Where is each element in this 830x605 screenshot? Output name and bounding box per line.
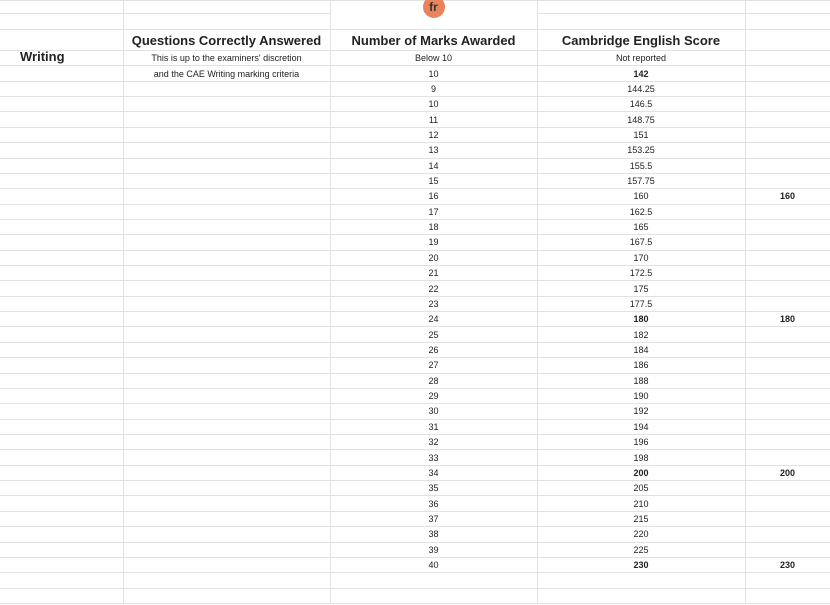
marks-cell[interactable]: 12 — [330, 127, 537, 142]
logo-icon: fr — [423, 0, 445, 18]
marks-cell[interactable]: 39 — [330, 542, 537, 557]
score-cell[interactable]: 215 — [537, 511, 745, 526]
band-cell[interactable] — [745, 496, 830, 511]
cell[interactable] — [0, 312, 123, 327]
score-cell[interactable]: 184 — [537, 342, 745, 357]
cell[interactable] — [123, 143, 330, 158]
band-cell[interactable] — [745, 219, 830, 234]
score-cell[interactable]: 167.5 — [537, 235, 745, 250]
cell[interactable] — [0, 127, 123, 142]
band-cell[interactable]: 160 — [745, 189, 830, 204]
band-cell[interactable] — [745, 158, 830, 173]
cell[interactable] — [123, 158, 330, 173]
marks-cell[interactable]: 19 — [330, 235, 537, 250]
cell[interactable] — [0, 112, 123, 127]
table-row — [0, 419, 830, 434]
score-cell[interactable]: Not reported — [537, 51, 745, 66]
table-row — [0, 143, 830, 158]
cell[interactable] — [123, 189, 330, 204]
band-cell[interactable] — [745, 173, 830, 188]
marks-cell[interactable]: 10 — [330, 97, 537, 112]
table-row — [0, 51, 830, 66]
band-cell[interactable] — [745, 66, 830, 81]
cell[interactable] — [0, 235, 123, 250]
table-row — [0, 312, 830, 327]
marks-cell[interactable]: 26 — [330, 342, 537, 357]
score-cell[interactable]: 198 — [537, 450, 745, 465]
table-row — [0, 342, 830, 357]
marks-cell[interactable]: 28 — [330, 373, 537, 388]
cell[interactable] — [123, 327, 330, 342]
cell[interactable] — [0, 66, 123, 81]
marks-cell[interactable]: 18 — [330, 219, 537, 234]
marks-cell[interactable]: 24 — [330, 312, 537, 327]
table-row — [0, 235, 830, 250]
cell[interactable] — [0, 481, 123, 496]
cell[interactable] — [123, 204, 330, 219]
marks-cell[interactable]: 16 — [330, 189, 537, 204]
cell[interactable] — [123, 465, 330, 480]
cell[interactable] — [123, 573, 330, 588]
band-cell[interactable] — [745, 235, 830, 250]
cell[interactable] — [123, 542, 330, 557]
score-cell[interactable]: 155.5 — [537, 158, 745, 173]
marks-cell[interactable]: 38 — [330, 527, 537, 542]
cell[interactable] — [123, 358, 330, 373]
cell[interactable] — [123, 250, 330, 265]
band-cell[interactable]: 200 — [745, 465, 830, 480]
marks-cell[interactable]: 14 — [330, 158, 537, 173]
marks-cell[interactable]: 34 — [330, 465, 537, 480]
table-row — [0, 219, 830, 234]
cell[interactable] — [0, 30, 123, 51]
cell[interactable] — [123, 127, 330, 142]
table-row — [0, 112, 830, 127]
cell[interactable] — [0, 557, 123, 572]
cell[interactable] — [0, 542, 123, 557]
score-cell[interactable]: 157.75 — [537, 173, 745, 188]
table-row — [0, 250, 830, 265]
marks-cell[interactable]: 33 — [330, 450, 537, 465]
cell[interactable] — [123, 496, 330, 511]
marks-cell[interactable]: 32 — [330, 434, 537, 449]
cell[interactable] — [123, 97, 330, 112]
cell[interactable] — [0, 250, 123, 265]
band-cell[interactable]: 180 — [745, 312, 830, 327]
cell[interactable] — [537, 573, 745, 588]
table-row — [0, 465, 830, 480]
cell[interactable] — [123, 404, 330, 419]
cell[interactable] — [0, 527, 123, 542]
band-cell[interactable] — [745, 143, 830, 158]
cell[interactable] — [0, 404, 123, 419]
table-row — [0, 81, 830, 96]
score-cell[interactable]: 177.5 — [537, 296, 745, 311]
table-row — [0, 358, 830, 373]
marks-cell[interactable]: 25 — [330, 327, 537, 342]
cell[interactable] — [0, 434, 123, 449]
band-cell[interactable] — [745, 327, 830, 342]
band-cell[interactable] — [745, 204, 830, 219]
score-cell[interactable]: 144.25 — [537, 81, 745, 96]
marks-cell[interactable]: Below 10 — [330, 51, 537, 66]
score-cell[interactable]: 153.25 — [537, 143, 745, 158]
score-cell[interactable]: 220 — [537, 527, 745, 542]
marks-cell[interactable]: 15 — [330, 173, 537, 188]
cell[interactable] — [0, 588, 123, 603]
cell[interactable] — [123, 219, 330, 234]
cell[interactable] — [537, 14, 745, 30]
band-cell[interactable] — [745, 511, 830, 526]
table-row — [0, 450, 830, 465]
band-cell[interactable] — [745, 342, 830, 357]
cell[interactable] — [123, 557, 330, 572]
score-cell[interactable]: 225 — [537, 542, 745, 557]
marks-cell[interactable]: 29 — [330, 388, 537, 403]
band-cell[interactable] — [745, 481, 830, 496]
score-cell[interactable]: 172.5 — [537, 266, 745, 281]
marks-cell[interactable]: 11 — [330, 112, 537, 127]
score-cell[interactable]: 186 — [537, 358, 745, 373]
cell[interactable] — [0, 373, 123, 388]
score-cell[interactable]: 160 — [537, 189, 745, 204]
table-row — [0, 557, 830, 572]
cell[interactable] — [0, 419, 123, 434]
score-cell[interactable]: 205 — [537, 481, 745, 496]
marks-cell[interactable]: 31 — [330, 419, 537, 434]
band-cell[interactable] — [745, 281, 830, 296]
marks-cell[interactable]: 20 — [330, 250, 537, 265]
band-cell[interactable] — [745, 81, 830, 96]
band-cell[interactable] — [745, 250, 830, 265]
cell[interactable] — [0, 97, 123, 112]
cell[interactable] — [0, 388, 123, 403]
cell[interactable] — [123, 481, 330, 496]
header-marks[interactable]: Number of Marks Awarded — [330, 30, 537, 51]
cell[interactable] — [123, 312, 330, 327]
cell[interactable] — [0, 143, 123, 158]
cell[interactable] — [0, 189, 123, 204]
score-cell[interactable]: 180 — [537, 312, 745, 327]
cell[interactable] — [0, 281, 123, 296]
band-cell[interactable] — [745, 542, 830, 557]
cell[interactable] — [123, 296, 330, 311]
table-row — [0, 511, 830, 526]
cell[interactable] — [0, 14, 123, 30]
table-row — [0, 281, 830, 296]
marks-cell[interactable]: 10 — [330, 66, 537, 81]
score-cell[interactable]: 200 — [537, 465, 745, 480]
cell[interactable] — [745, 14, 830, 30]
table-row — [0, 266, 830, 281]
score-cell[interactable]: 230 — [537, 557, 745, 572]
cell[interactable] — [123, 511, 330, 526]
cell[interactable] — [537, 588, 745, 603]
cell[interactable] — [123, 173, 330, 188]
score-cell[interactable]: 190 — [537, 388, 745, 403]
cell[interactable] — [0, 358, 123, 373]
band-cell[interactable] — [745, 419, 830, 434]
score-cell[interactable]: 194 — [537, 419, 745, 434]
marks-cell[interactable]: 23 — [330, 296, 537, 311]
marks-cell[interactable]: 22 — [330, 281, 537, 296]
cell[interactable] — [0, 158, 123, 173]
band-cell[interactable] — [745, 112, 830, 127]
table-row — [0, 404, 830, 419]
cell[interactable] — [745, 30, 830, 51]
score-cell[interactable]: 210 — [537, 496, 745, 511]
band-cell[interactable]: 230 — [745, 557, 830, 572]
cell[interactable] — [0, 342, 123, 357]
band-cell[interactable] — [745, 388, 830, 403]
marks-cell[interactable]: 36 — [330, 496, 537, 511]
cell[interactable] — [0, 496, 123, 511]
marks-cell[interactable]: 27 — [330, 358, 537, 373]
cell[interactable] — [123, 388, 330, 403]
cell[interactable] — [0, 511, 123, 526]
table-row — [0, 327, 830, 342]
marks-cell[interactable]: 40 — [330, 557, 537, 572]
cell[interactable] — [330, 1, 537, 30]
cell[interactable] — [123, 281, 330, 296]
header-score[interactable]: Cambridge English Score — [537, 30, 745, 51]
score-cell[interactable]: 170 — [537, 250, 745, 265]
cell[interactable] — [123, 434, 330, 449]
table-row — [0, 189, 830, 204]
cell[interactable] — [123, 373, 330, 388]
cell[interactable] — [745, 588, 830, 603]
table-row — [0, 204, 830, 219]
table-row — [0, 97, 830, 112]
cell[interactable] — [123, 342, 330, 357]
table-row — [0, 373, 830, 388]
cell[interactable] — [0, 1, 123, 14]
table-row — [0, 496, 830, 511]
cell[interactable] — [123, 1, 330, 14]
cell[interactable] — [0, 327, 123, 342]
band-cell[interactable] — [745, 127, 830, 142]
table-row — [0, 127, 830, 142]
cell[interactable] — [537, 1, 745, 14]
table-row — [0, 158, 830, 173]
cell[interactable] — [0, 219, 123, 234]
cell[interactable] — [0, 296, 123, 311]
marks-cell[interactable]: 13 — [330, 143, 537, 158]
cell[interactable] — [123, 81, 330, 96]
marks-cell[interactable]: 9 — [330, 81, 537, 96]
marks-cell[interactable]: 37 — [330, 511, 537, 526]
header-questions[interactable]: Questions Correctly Answered — [123, 30, 330, 51]
marks-cell[interactable]: 21 — [330, 266, 537, 281]
cell[interactable] — [745, 573, 830, 588]
cell[interactable] — [745, 1, 830, 14]
cell[interactable] — [0, 173, 123, 188]
band-cell[interactable] — [745, 404, 830, 419]
marks-cell[interactable]: 30 — [330, 404, 537, 419]
score-cell[interactable]: 142 — [537, 66, 745, 81]
score-cell[interactable]: 151 — [537, 127, 745, 142]
table-row — [0, 296, 830, 311]
cell[interactable] — [123, 266, 330, 281]
cell[interactable] — [123, 419, 330, 434]
cell[interactable] — [123, 527, 330, 542]
cell[interactable] — [123, 588, 330, 603]
band-cell[interactable] — [745, 358, 830, 373]
cell[interactable] — [123, 235, 330, 250]
band-cell[interactable] — [745, 527, 830, 542]
cell[interactable] — [330, 588, 537, 603]
score-cell[interactable]: 175 — [537, 281, 745, 296]
band-cell[interactable] — [745, 51, 830, 66]
cell[interactable] — [123, 450, 330, 465]
score-cell[interactable]: 148.75 — [537, 112, 745, 127]
cell[interactable] — [0, 573, 123, 588]
score-cell[interactable]: 196 — [537, 434, 745, 449]
band-cell[interactable] — [745, 450, 830, 465]
score-cell[interactable]: 192 — [537, 404, 745, 419]
score-cell[interactable]: 188 — [537, 373, 745, 388]
cell[interactable] — [0, 81, 123, 96]
band-cell[interactable] — [745, 434, 830, 449]
table-row — [0, 173, 830, 188]
score-cell[interactable]: 162.5 — [537, 204, 745, 219]
band-cell[interactable] — [745, 373, 830, 388]
note-line[interactable]: and the CAE Writing marking criteria — [123, 66, 330, 81]
cell[interactable] — [0, 204, 123, 219]
table-row — [0, 388, 830, 403]
band-cell[interactable] — [745, 97, 830, 112]
table-row — [0, 66, 830, 81]
table-row — [0, 481, 830, 496]
note-line[interactable]: This is up to the examiners' discretion — [123, 51, 330, 66]
cell[interactable] — [123, 112, 330, 127]
score-cell[interactable]: 165 — [537, 219, 745, 234]
cell[interactable] — [0, 450, 123, 465]
marks-cell[interactable]: 35 — [330, 481, 537, 496]
table-row — [0, 542, 830, 557]
cell[interactable] — [123, 14, 330, 30]
marks-cell[interactable]: 17 — [330, 204, 537, 219]
score-cell[interactable]: 146.5 — [537, 97, 745, 112]
cell[interactable] — [0, 266, 123, 281]
cell[interactable] — [330, 573, 537, 588]
band-cell[interactable] — [745, 296, 830, 311]
score-cell[interactable]: 182 — [537, 327, 745, 342]
table-row — [0, 527, 830, 542]
section-label[interactable]: Writing — [0, 51, 123, 66]
cell[interactable] — [0, 465, 123, 480]
band-cell[interactable] — [745, 266, 830, 281]
table-row — [0, 434, 830, 449]
